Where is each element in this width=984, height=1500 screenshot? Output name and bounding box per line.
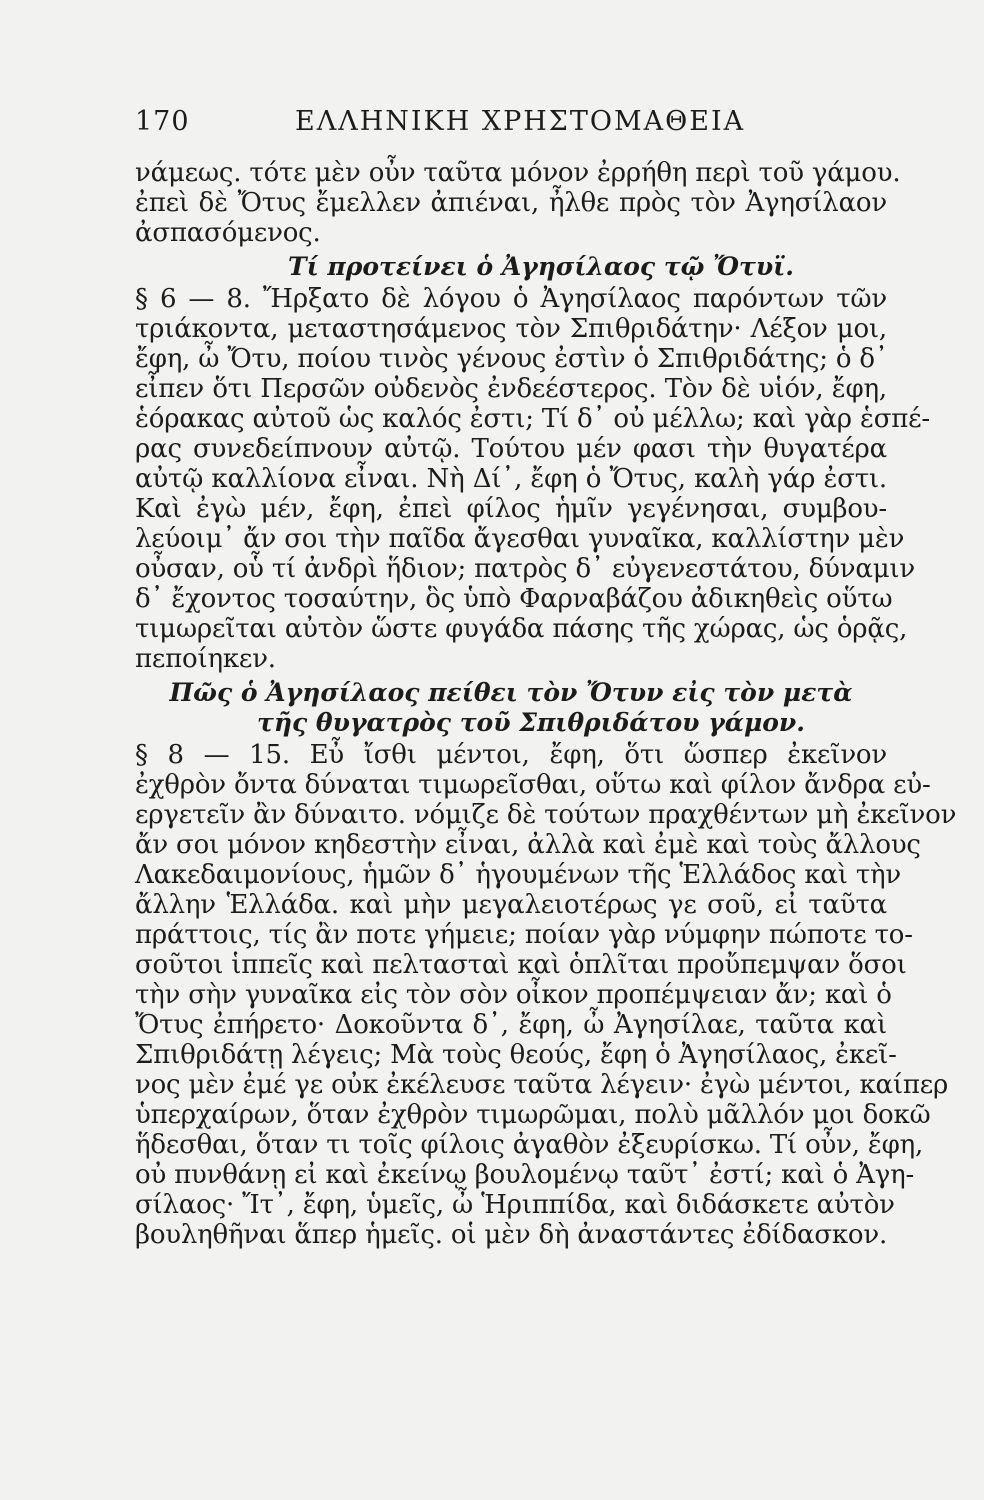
text-line: ἀσπασόμενος. (135, 218, 321, 248)
text-line: ἐχθρὸν ὄντα δύναται τιμωρεῖσθαι, οὕτω καὶ φίλον ἄνδρα εὐ- (135, 770, 931, 800)
text-line: οὐ πυνθάνῃ εἰ καὶ ἐκείνῳ βουλομένῳ ταῦτ᾽ ἐστί; καὶ ὁ Ἀγη- (135, 1160, 915, 1190)
body-text (135, 158, 957, 1250)
text-line: ἄλλην Ἑλλάδα. καὶ μὴν μεγαλειοτέρως γε σοῦ, εἰ ταῦτα (135, 890, 887, 920)
text-line: ὑπερχαίρων, ὅταν ἐχθρὸν τιμωρῶμαι, πολὺ μᾶλλόν μοι δοκῶ (135, 1100, 931, 1130)
text-line: Ὄτυς ἐπήρετο· Δοκοῦντα δ᾽, ἔφη, ὦ Ἀγησίλαε, ταῦτα καὶ (135, 1010, 887, 1040)
text-line: § 8 — 15. Εὖ ἴσθι μέντοι, ἔφη, ὅτι ὥσπερ ἐκεῖνον (135, 740, 887, 770)
text-line: νάμεως. τότε μὲν οὖν ταῦτα μόνον ἐρρήθη περὶ τοῦ γάμου. (135, 158, 901, 188)
text-line: εργετεῖν ἂν δύναιτο. νόμιζε δὲ τούτων πραχθέντων μὴ ἐκεῖνον (135, 800, 957, 830)
text-line: Σπιθριδάτῃ λέγεις; Μὰ τοὺς θεούς, ἔφη ὁ Ἀγησίλαος, ἐκεῖ- (135, 1040, 897, 1070)
text-line: τιμωρεῖται αὐτὸν ὥστε φυγάδα πάσης τῆς χώρας, ὡς ὁρᾷς, (135, 614, 908, 644)
text-line: πράττοις, τίς ἂν ποτε γήμειε; ποίαν γὰρ νύμφην πώποτε το- (135, 920, 913, 950)
running-title: ΕΛΛΗΝΙΚΗ ΧΡΗΣΤΟΜΑΘΕΙΑ (295, 106, 746, 137)
section-heading-continued: τῆς θυγατρὸς τοῦ Σπιθριδάτου γάμον. (257, 708, 805, 737)
text-line: ἑόρακας αὐτοῦ ὡς καλός ἐστι; Τί δ᾽ οὐ μέλλω; καὶ γὰρ ἑσπέ- (135, 404, 930, 434)
text-line: δ᾽ ἔχοντος τοσαύτην, ὃς ὑπὸ Φαρναβάζου ἀδικηθεὶς οὕτω (135, 584, 893, 614)
text-line: σοῦτοι ἱππεῖς καὶ πελτασταὶ καὶ ὁπλῖται προὔπεμψαν ὅσοι (135, 950, 907, 980)
text-line: εἶπεν ὅτι Περσῶν οὐδενὸς ἐνδεέστερος. Τὸν δὲ υἱόν, ἔφη, (135, 374, 887, 404)
text-line: τριάκοντα, μεταστησάμενος τὸν Σπιθριδάτην· Λέξον μοι, (135, 314, 887, 344)
text-line: πεποίηκεν. (135, 644, 276, 674)
text-line: λεύοιμ᾽ ἄν σοι τὴν παῖδα ἄγεσθαι γυναῖκα, καλλίστην μὲν (135, 524, 905, 554)
section-heading: Πῶς ὁ Ἀγησίλαος πείθει τὸν Ὄτυν εἰς τὸν μετὰ (169, 678, 853, 707)
text-line: οὖσαν, οὗ τί ἀνδρὶ ἥδιον; πατρὸς δ᾽ εὐγενεστάτου, δύναμιν (135, 554, 915, 584)
text-line: τὴν σὴν γυναῖκα εἰς τὸν σὸν οἶκον προπέμψειαν ἄν; καὶ ὁ (135, 980, 892, 1010)
page-header (135, 106, 895, 146)
text-line: βουληθῆναι ἅπερ ἡμεῖς. οἱ μὲν δὴ ἀναστάντες ἐδίδασκον. (135, 1220, 888, 1250)
text-line: § 6 — 8. Ἤρξατο δὲ λόγου ὁ Ἀγησίλαος παρόντων τῶν (135, 284, 887, 314)
text-line: νος μὲν ἐμέ γε οὐκ ἐκέλευσε ταῦτα λέγειν· ἐγὼ μέντοι, καίπερ (135, 1070, 949, 1100)
text-line: ἥδεσθαι, ὅταν τι τοῖς φίλοις ἀγαθὸν ἐξευρίσκω. Τί οὖν, ἔφη, (135, 1130, 924, 1160)
text-line: ἔφη, ὦ Ὄτυ, ποίου τινὸς γένους ἐστὶν ὁ Σπιθριδάτης; ὁ δ᾽ (135, 344, 888, 374)
text-line: ἄν σοι μόνον κηδεστὴν εἶναι, ἀλλὰ καὶ ἐμὲ καὶ τοὺς ἄλλους (135, 830, 921, 860)
text-line: σίλαος· Ἴτ᾽, ἔφη, ὑμεῖς, ὦ Ἡριππίδα, καὶ διδάσκετε αὐτὸν (135, 1190, 895, 1220)
page-number: 170 (135, 106, 190, 137)
text-line: ἐπεὶ δὲ Ὄτυς ἔμελλεν ἀπιέναι, ἦλθε πρὸς τὸν Ἀγησίλαον (135, 188, 887, 218)
section-heading: Τί προτείνει ὁ Ἀγησίλαος τῷ Ὄτυϊ. (288, 252, 794, 281)
text-line: αὐτῷ καλλίονα εἶναι. Νὴ Δί᾽, ἔφη ὁ Ὄτυς, καλὴ γάρ ἐστι. (135, 464, 887, 494)
text-line: Καὶ ἐγὼ μέν, ἔφη, ἐπεὶ φίλος ἡμῖν γεγένησαι, συμβου- (135, 494, 887, 524)
text-line: Λακεδαιμονίους, ἡμῶν δ᾽ ἡγουμένων τῆς Ἑλλάδος καὶ τὴν (135, 860, 901, 890)
text-line: ρας συνεδείπνουν αὐτῷ. Τούτου μέν φασι τὴν θυγατέρα (135, 434, 887, 464)
